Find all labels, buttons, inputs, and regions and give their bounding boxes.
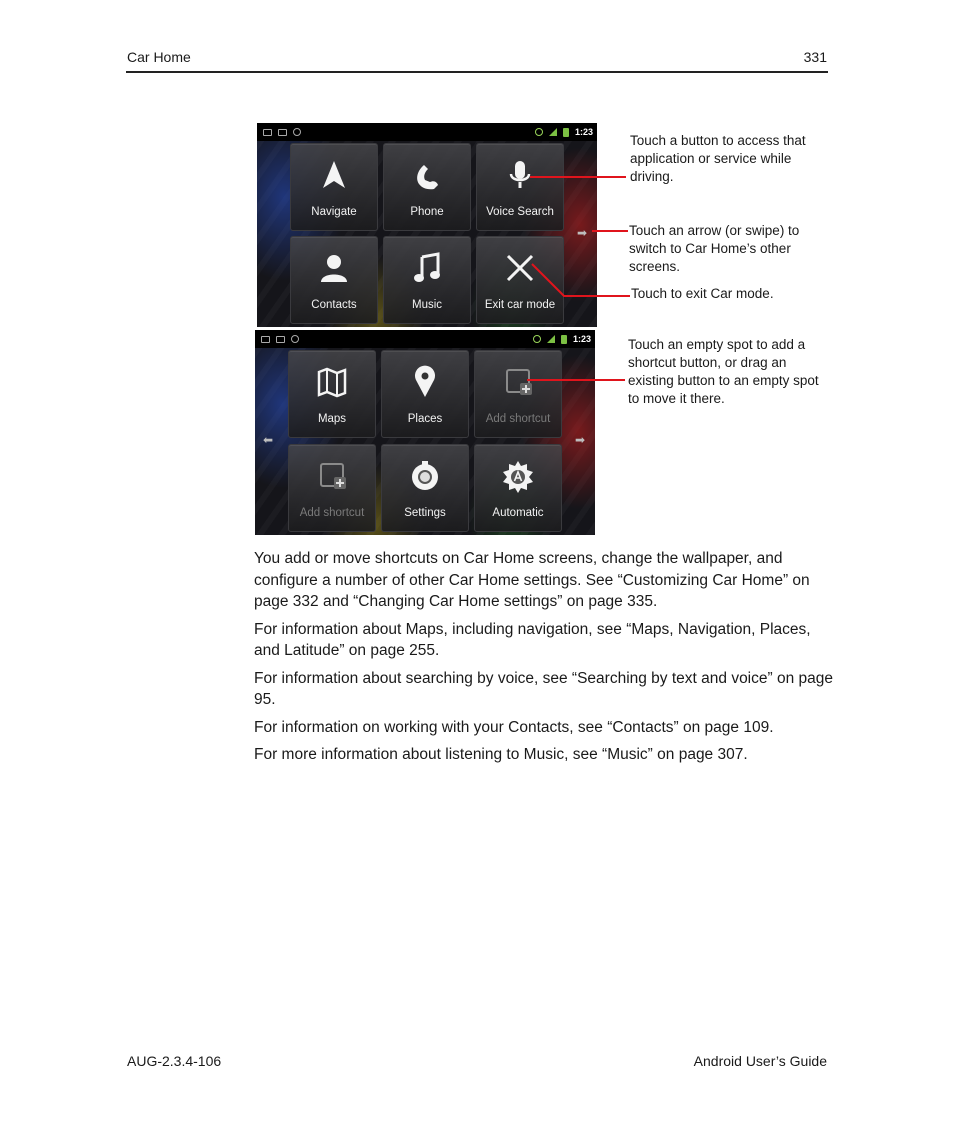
- tile-label: Phone: [410, 206, 444, 218]
- tile-label: Add shortcut: [299, 507, 365, 519]
- navigate-button[interactable]: [290, 143, 378, 231]
- callout-line-exit: [530, 262, 632, 298]
- tile-label: Voice Search: [486, 206, 554, 218]
- car-home-screenshot-2: [255, 330, 595, 535]
- callout-arrow: Touch an arrow (or swipe) to switch to Car Home’s other screens.: [629, 223, 800, 274]
- add-shortcut-button[interactable]: [288, 444, 376, 532]
- callout-exit: Touch to exit Car mode.: [631, 286, 774, 301]
- navigate-arrow-icon: [317, 158, 351, 192]
- map-pin-icon: [408, 365, 442, 399]
- tile-label: Music: [411, 299, 443, 311]
- callout-empty: Touch an empty spot to add a shortcut button, or drag an existing button to an empty spot to move it there.: [628, 337, 819, 406]
- phone-handset-icon: [410, 158, 444, 192]
- tile-label: Automatic: [492, 507, 544, 519]
- map-icon: [315, 365, 349, 399]
- battery-icon: [561, 335, 567, 344]
- status-time: 1:23: [572, 334, 591, 344]
- tile-label: Places: [407, 413, 443, 425]
- paragraph: For information about searching by voice, see “Searching by text and voice” on page 95.: [254, 669, 833, 708]
- calendar-icon: [278, 129, 287, 136]
- microphone-icon: [503, 158, 537, 192]
- header-rule: [126, 71, 828, 73]
- status-bar: [255, 330, 595, 348]
- paragraph: You add or move shortcuts on Car Home screens, change the wallpaper, and configure a number of other Car Home settings. See “Customizing Car Home” on page 332 and “Changing Car Home settings” on page 335.: [254, 550, 810, 610]
- body-text: [254, 548, 834, 772]
- status-time: 1:23: [574, 127, 593, 137]
- add-shortcut-button[interactable]: [474, 350, 562, 438]
- battery-icon: [563, 128, 569, 137]
- next-screen-arrow-icon[interactable]: ➡: [577, 226, 588, 240]
- paragraph: For information on working with your Contacts, see “Contacts” on page 109.: [254, 718, 774, 736]
- page-number: 331: [803, 49, 827, 65]
- automatic-button[interactable]: [474, 444, 562, 532]
- mail-icon: [261, 336, 270, 343]
- paragraph: For information about Maps, including navigation, see “Maps, Navigation, Places, and Latitude” on page 255.: [254, 620, 811, 659]
- maps-button[interactable]: [288, 350, 376, 438]
- running-header-title: Car Home: [127, 49, 191, 65]
- music-button[interactable]: [383, 236, 471, 324]
- automatic-badge-icon: [501, 459, 535, 493]
- settings-button[interactable]: [381, 444, 469, 532]
- callout-line-arrow: [592, 230, 628, 232]
- callout-line-buttons: [530, 176, 626, 178]
- status-bar: [257, 123, 597, 141]
- tile-label: Contacts: [311, 299, 357, 311]
- signal-icon: [549, 128, 557, 136]
- music-note-icon: [410, 251, 444, 285]
- places-button[interactable]: [381, 350, 469, 438]
- contacts-button[interactable]: [290, 236, 378, 324]
- tile-label: Exit car mode: [484, 299, 556, 311]
- mail-icon: [263, 129, 272, 136]
- phone-button[interactable]: [383, 143, 471, 231]
- add-shortcut-icon: [501, 365, 535, 399]
- guide-title: Android User’s Guide: [693, 1053, 827, 1069]
- signal-icon: [547, 335, 555, 343]
- tile-label: Add shortcut: [485, 413, 551, 425]
- previous-screen-arrow-icon[interactable]: ⬅: [263, 433, 274, 447]
- tile-label: Settings: [404, 507, 446, 519]
- tile-label: Navigate: [311, 206, 357, 218]
- callout-line-empty: [527, 379, 625, 381]
- document-code: AUG-2.3.4-106: [127, 1053, 222, 1069]
- voice-search-button[interactable]: [476, 143, 564, 231]
- person-icon: [317, 251, 351, 285]
- callout-buttons: Touch a button to access that application or service while driving.: [630, 133, 806, 184]
- car-mode-icon: [291, 335, 299, 343]
- calendar-icon: [276, 336, 285, 343]
- gps-icon: [533, 335, 541, 343]
- add-shortcut-icon: [315, 459, 349, 493]
- car-mode-icon: [293, 128, 301, 136]
- settings-dial-icon: [408, 459, 442, 493]
- gps-icon: [535, 128, 543, 136]
- next-screen-arrow-icon[interactable]: ➡: [575, 433, 586, 447]
- paragraph: For more information about listening to Music, see “Music” on page 307.: [254, 746, 748, 763]
- tile-label: Maps: [317, 413, 347, 425]
